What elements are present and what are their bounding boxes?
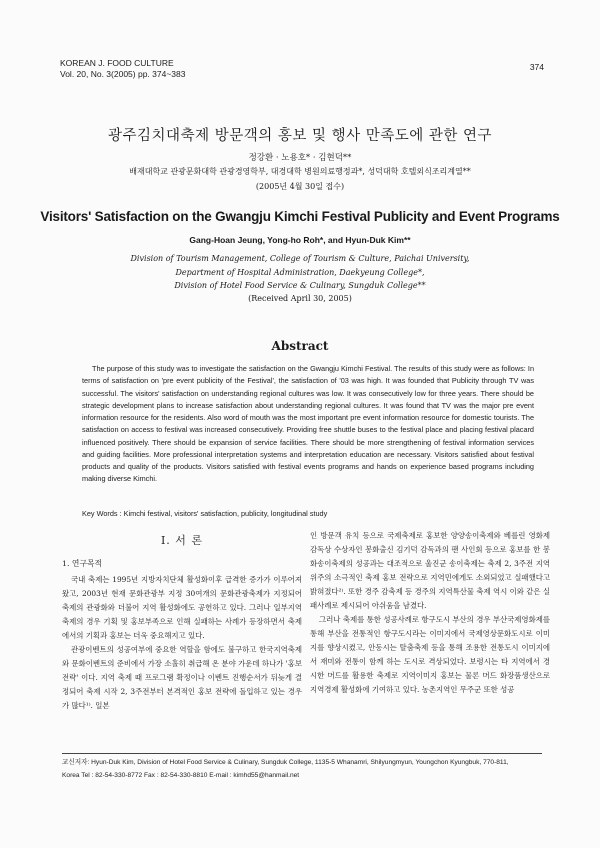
corresponding-author-footnote xyxy=(62,756,550,782)
english-affiliations xyxy=(0,252,600,293)
affiliation-line: Division of Hotel Food Service & Culinary, Sungduk College** xyxy=(174,281,426,290)
abstract-heading: Abstract xyxy=(271,339,329,353)
body-column-right xyxy=(310,529,550,697)
journal-name: KOREAN J. FOOD CULTURE xyxy=(60,58,174,68)
body-paragraph: 관광이벤트의 성공여부에 중요한 역할을 함에도 불구하고 한국지역축제와 문화이벤트의 준비에서 가장 소홀히 취급해 온 분야 가운데 하나가 '홍보전략' 이다. 지역 축제 때 프로그램 확정이나 이벤트 진행순서가 뒤늦게 결정되어 축제 시작 2, 3주전부터 본격적인 홍보 전략에 돌입하고 있는 경우가 많다¹⁾. 일본 xyxy=(62,645,302,710)
body-paragraph: 인 방문객 유치 등으로 국제축제로 홍보한 양양송이축제와 베를린 영화제 감독상 수상자인 봉화출신 김기덕 감독과의 팬 사인회 등으로 홍보를 한 봉화송이축제의 성공과는 대조적으로 울진군 송이축제는 축제 2, 3주전 지역위주의 소극적인 축제 홍보 전략으로 지역민에게도 소외되었고 실패했다고 밝혀졌다²⁾. 또한 경주 감축제 등 경주의 지역특산물 축제 역시 이와 같은 실패사례로 제시되어 아쉬움을 남겼다. xyxy=(310,531,551,610)
subsection-title: 1. 연구목적 xyxy=(62,559,103,568)
footnote-divider xyxy=(62,753,542,754)
english-authors: Gang-Hoan Jeung, Yong-ho Roh*, and Hyun-Duk Kim** xyxy=(189,235,411,245)
korean-received-date: (2005년 4월 30일 접수) xyxy=(255,182,345,191)
affiliation-line: Division of Tourism Management, College of Tourism & Culture, Paichai University, xyxy=(130,254,470,263)
english-received-date: (Received April 30, 2005) xyxy=(248,294,352,303)
body-paragraph: 그러나 축제를 통한 성공사례로 항구도시 부산의 경우 부산국제영화제를 통해 부산을 전통적인 항구도시라는 이미지에서 국제영상문화도시로 이미지를 향상시켰고, 안동시는 탈춤축제 등을 통해 조용한 전통도시 이미지에서 재미와 전통이 함께 하는 도시로 격상되었다. 보령시는 타 지역에서 경시한 머드를 활용한 축제로 지역이미지 홍보는 물론 머드 화장품생산으로 지역경제 활성화에 기여하고 있다. 농촌지역인 무주군 또한 성공 xyxy=(310,615,550,694)
journal-header xyxy=(60,58,185,80)
journal-volume: Vol. 20, No. 3(2005) pp. 374~383 xyxy=(60,69,186,79)
section-title: I. 서 론 xyxy=(160,534,204,547)
body-paragraph: 국내 축제는 1995년 지방자치단체 활성화이후 급격한 증가가 이루어져 왔고, 2003년 현재 문화관광부 지정 30여개의 문화관광축제가 지정되어 축제의 관광화와 더불어 지역 활성화에도 공헌하고 있다. 그러나 일부지역 축제의 경우 기획 및 홍보부족으로 인해 실패하는 사례가 등장하면서 축제에서의 기획과 홍보는 더욱 중요해지고 있다. xyxy=(62,575,302,640)
page-number: 374 xyxy=(529,62,544,72)
footnote-line: Korea Tel : 82-54-330-8772 Fax : 82-54-330-8810 E-mail : kimhd55@hanmail.net xyxy=(62,772,300,779)
korean-authors: 정강환 · 노용호* · 김현덕** xyxy=(248,153,352,163)
footnote-line: 교신저자: Hyun-Duk Kim, Division of Hotel Food Service & Culinary, Sungduk College, 1135-5 Whanamri, Shilyungmyun, Youngchon Kyungbuk, 770-811, xyxy=(62,759,509,766)
affiliation-line: Department of Hospital Administration, Daekyeung College*, xyxy=(175,267,425,277)
keywords: Key Words : Kimchi festival, visitors' satisfaction, publicity, longitudinal study xyxy=(82,509,328,518)
korean-title: 광주김치대축제 방문객의 홍보 및 행사 만족도에 관한 연구 xyxy=(108,128,492,144)
body-column-left xyxy=(62,534,302,713)
abstract-body: The purpose of this study was to investigate the satisfaction on the Gwangju Kimchi Festival. The results of this study were as follows: In terms of satisfaction on 'pre event publicity of the Festival', the satisfaction of '03 was high. It was founded that Publicity through TV was successful. The visitors' satisfaction on understanding regional cultures was low. It was consecutively low for three years. There should be strategic development plans to increase satisfaction about understanding regional cultures. It was found that TV was the major pre event information resource for the residents. Also word of mouth was the most important pre event information resource for domestic tourists. The satisfaction on access to festival was increased consecutively. Providing free shuttle buses to the festival place and placing festival placard influenced positively. There should be expansion of service facilities. There should be more strengthening of festival information services and guiding facilities. More professional interpretation systems and interpretation education are necessary. Visitors satisfied about festival products and quality of the products. Visitors satisfied with festival events programs and hands on experience based programs including making diverse Kimchi. xyxy=(82,364,534,484)
korean-affiliation: 배재대학교 관광문화대학 관광경영학부, 대경대학 병원의료행정과*, 성덕대학 호텔외식조리계열** xyxy=(129,167,471,176)
english-title: Visitors' Satisfaction on the Gwangju Kimchi Festival Publicity and Event Programs xyxy=(40,209,560,224)
